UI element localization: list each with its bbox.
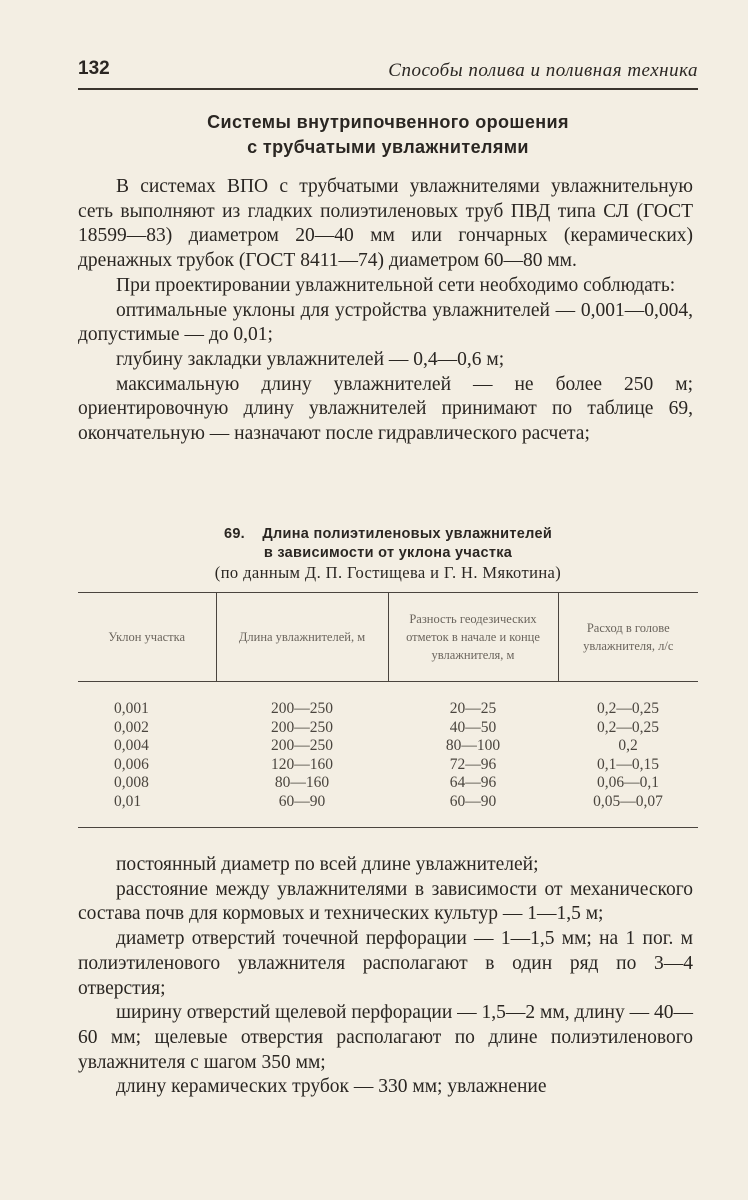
table-row bbox=[78, 756, 698, 775]
table-row bbox=[78, 793, 698, 828]
table-caption-title bbox=[78, 525, 698, 544]
cell-slope: 0,006 bbox=[114, 755, 149, 773]
table-row bbox=[78, 737, 698, 756]
paragraph: оптимальные уклоны для устройства увлажнителей — 0,001—0,004, допустимые — до 0,01; bbox=[78, 299, 693, 346]
cell-elevation: 64—96 bbox=[449, 774, 497, 791]
cell-flow: 0,2—0,25 bbox=[597, 718, 659, 736]
cell-flow: 0,1—0,15 bbox=[597, 755, 659, 773]
cell-length: 120—160 bbox=[271, 755, 333, 773]
cell-slope: 0,002 bbox=[114, 718, 149, 736]
cell-elevation: 40—50 bbox=[449, 718, 497, 736]
column-header-elevation-difference: Разность геодезических отметок в начале и конце увлажнителя, м bbox=[388, 593, 558, 682]
cell-length: 200—250 bbox=[271, 737, 333, 754]
cell-slope: 0,008 bbox=[114, 774, 149, 791]
paragraph: При проектировании увлажнительной сети необходимо соблюдать: bbox=[116, 274, 676, 296]
cell-elevation: 80—100 bbox=[445, 737, 501, 754]
paragraph: длину керамических трубок — 330 мм; увлажнение bbox=[116, 1076, 547, 1098]
column-header-flow-rate: Расход в голове увлажнителя, л/с bbox=[558, 593, 698, 682]
table-caption-source: (по данным Д. П. Гостищева и Г. Н. Мякотина) bbox=[214, 563, 562, 582]
cell-flow: 0,05—0,07 bbox=[558, 793, 698, 828]
paragraph: В системах ВПО с трубчатыми увлажнителями увлажнительную сеть выполняют из гладких полиэтиленовых труб ПВД типа СЛ (ГОСТ 18599—83) диаметром 20—40 мм или гончарных (керамических) дренажных трубок (ГОСТ 8411—74) диаметром 60—80 мм. bbox=[78, 176, 693, 272]
page-number: 132 bbox=[78, 58, 110, 79]
page-header bbox=[78, 58, 698, 88]
body-text-top bbox=[78, 175, 693, 447]
table-caption-line-2: в зависимости от уклона участка bbox=[263, 545, 513, 561]
table-caption-line-1: Длина полиэтиленовых увлажнителей bbox=[262, 526, 553, 542]
header-rule bbox=[78, 88, 698, 90]
section-title-line-2: с трубчатыми увлажнителями bbox=[247, 137, 529, 157]
column-header-slope: Уклон участка bbox=[78, 593, 216, 682]
table-row bbox=[78, 682, 698, 719]
paragraph: постоянный диаметр по всей длине увлажнителей; bbox=[116, 854, 539, 875]
cell-length: 200—250 bbox=[271, 700, 333, 717]
section-title bbox=[78, 110, 698, 160]
table-header-row bbox=[78, 593, 698, 682]
paragraph: максимальную длину увлажнителей — не более 250 м; ориентировочную длину увлажнителей принимают по таблице 69, окончательную — назначают после гидравлического расчета; bbox=[78, 373, 693, 445]
cell-length: 80—160 bbox=[274, 774, 330, 791]
column-header-length: Длина увлажнителей, м bbox=[216, 593, 388, 682]
paragraph: глубину закладки увлажнителей — 0,4—0,6 м; bbox=[116, 348, 505, 370]
cell-elevation: 72—96 bbox=[449, 755, 497, 773]
table-row bbox=[78, 719, 698, 738]
cell-elevation: 60—90 bbox=[388, 793, 558, 828]
table-row bbox=[78, 774, 698, 793]
data-table bbox=[78, 592, 698, 828]
cell-flow: 0,2—0,25 bbox=[597, 700, 659, 717]
paragraph: ширину отверстий щелевой перфорации — 1,5—2 мм, длину — 40—60 мм; щелевые отверстия располагают по длине полиэтиленового увлажнителя с шагом 350 мм; bbox=[78, 1002, 693, 1073]
cell-elevation: 20—25 bbox=[449, 700, 497, 717]
running-head: Способы полива и поливная техника bbox=[388, 60, 698, 81]
cell-length: 60—90 bbox=[216, 793, 388, 828]
cell-flow: 0,2 bbox=[618, 737, 638, 754]
section-title-line-1: Системы внутрипочвенного орошения bbox=[207, 112, 569, 132]
cell-flow: 0,06—0,1 bbox=[597, 774, 659, 791]
table-number: 69. bbox=[223, 526, 246, 542]
cell-slope: 0,001 bbox=[114, 700, 149, 717]
cell-length: 200—250 bbox=[271, 718, 333, 736]
paragraph: диаметр отверстий точечной перфорации — 1—1,5 мм; на 1 пог. м полиэтиленового увлажнителя располагают в один ряд по 3—4 отверстия; bbox=[78, 928, 693, 999]
table-caption bbox=[78, 525, 698, 582]
cell-slope: 0,01 bbox=[78, 793, 216, 828]
body-text-bottom bbox=[78, 853, 693, 1100]
paragraph: расстояние между увлажнителями в зависимости от механического состава почв для кормовых и технических культур — 1—1,5 м; bbox=[78, 878, 693, 925]
cell-slope: 0,004 bbox=[114, 737, 149, 754]
